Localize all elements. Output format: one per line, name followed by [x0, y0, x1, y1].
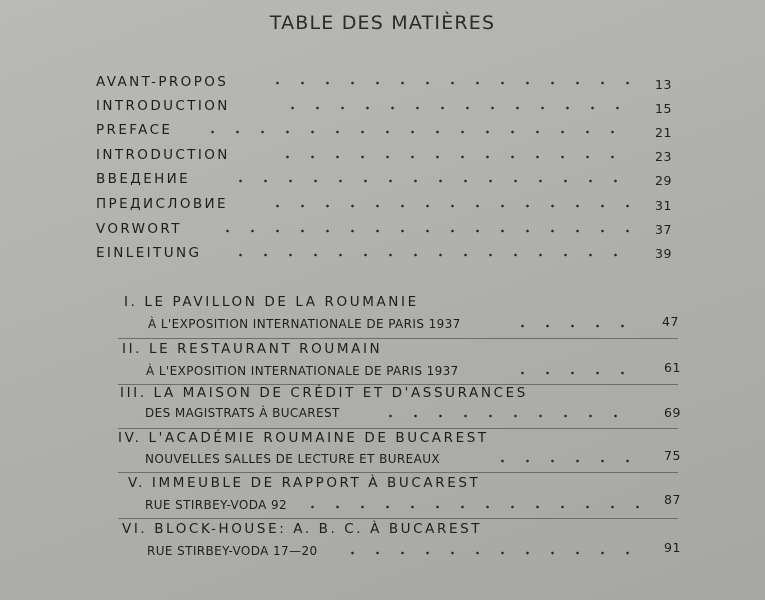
toc-entry-predislovie [96, 196, 228, 212]
page-number: 61 [664, 360, 681, 375]
chapter-divider [118, 428, 678, 429]
dot-leader [200, 126, 635, 138]
chapter-divider [118, 518, 678, 519]
page-number: 75 [664, 448, 681, 463]
toc-entry-avant-propos [96, 74, 228, 90]
entry-label: ПРЕДИСЛОВИЕ [96, 196, 228, 212]
toc-entry-introduction-2 [96, 147, 230, 163]
dot-leader [300, 501, 640, 513]
page-number: 47 [662, 314, 679, 329]
chapter-title: IV. L'ACADÉMIE ROUMAINE DE BUCAREST [118, 430, 489, 446]
page-number: 23 [655, 149, 672, 164]
toc-entry-einleitung [96, 245, 201, 261]
chapter-title: II. LE RESTAURANT ROUMAIN [122, 341, 383, 357]
entry-label: ВВЕДЕНИЕ [96, 171, 191, 187]
dot-leader [265, 200, 635, 212]
chapter-subtitle: RUE STIRBEY-VODA 17—20 [147, 544, 318, 558]
page-number: 21 [655, 125, 672, 140]
dot-leader [378, 410, 638, 422]
chapter-subtitle: NOUVELLES SALLES DE LECTURE ET BUREAUX [145, 452, 441, 466]
entry-label: VORWORT [96, 221, 182, 237]
chapter-subtitle: RUE STIRBEY-VODA 92 [145, 498, 288, 512]
toc-entry-preface [96, 122, 172, 138]
entry-label: PREFACE [96, 122, 173, 138]
dot-leader [510, 320, 640, 332]
page-number: 37 [655, 222, 672, 237]
page-number: 31 [655, 198, 672, 213]
chapter-title: V. IMMEUBLE DE RAPPORT À BUCAREST [128, 475, 481, 491]
page-number: 87 [664, 492, 681, 507]
chapter-subtitle: À L'EXPOSITION INTERNATIONALE DE PARIS 1937 [148, 317, 461, 331]
dot-leader [490, 455, 640, 467]
entry-label: INTRODUCTION [96, 147, 230, 163]
dot-leader [215, 225, 635, 237]
toc-entry-introduction [96, 98, 230, 114]
entry-label: EINLEITUNG [96, 245, 202, 261]
entry-label: INTRODUCTION [96, 98, 230, 114]
page-number: 15 [655, 101, 672, 116]
dot-leader [228, 175, 635, 187]
dot-leader [265, 77, 635, 89]
chapter-title: VI. BLOCK-HOUSE: A. B. C. À BUCAREST [122, 521, 483, 537]
chapter-divider [118, 338, 678, 339]
chapter-subtitle: À L'EXPOSITION INTERNATIONALE DE PARIS 1937 [146, 364, 459, 378]
chapter-subtitle: DES MAGISTRATS À BUCAREST [145, 406, 340, 420]
page-number: 29 [655, 173, 672, 188]
page-number: 69 [664, 405, 681, 420]
dot-leader [510, 367, 640, 379]
toc-entry-vorwort [96, 221, 182, 237]
page-number: 13 [655, 77, 672, 92]
dot-leader [228, 249, 635, 261]
chapter-title: I. LE PAVILLON DE LA ROUMANIE [124, 294, 419, 310]
dot-leader [280, 102, 635, 114]
dot-leader [275, 151, 635, 163]
page-number: 39 [655, 246, 672, 261]
toc-entry-vvedenie [96, 171, 190, 187]
chapter-title: III. LA MAISON DE CRÉDIT ET D'ASSURANCES [120, 385, 528, 401]
dot-leader [340, 547, 640, 559]
entry-label: AVANT-PROPOS [96, 74, 229, 90]
page-number: 91 [664, 540, 681, 555]
page-title: TABLE DES MATIÈRES [269, 12, 496, 34]
chapter-divider [118, 472, 678, 473]
